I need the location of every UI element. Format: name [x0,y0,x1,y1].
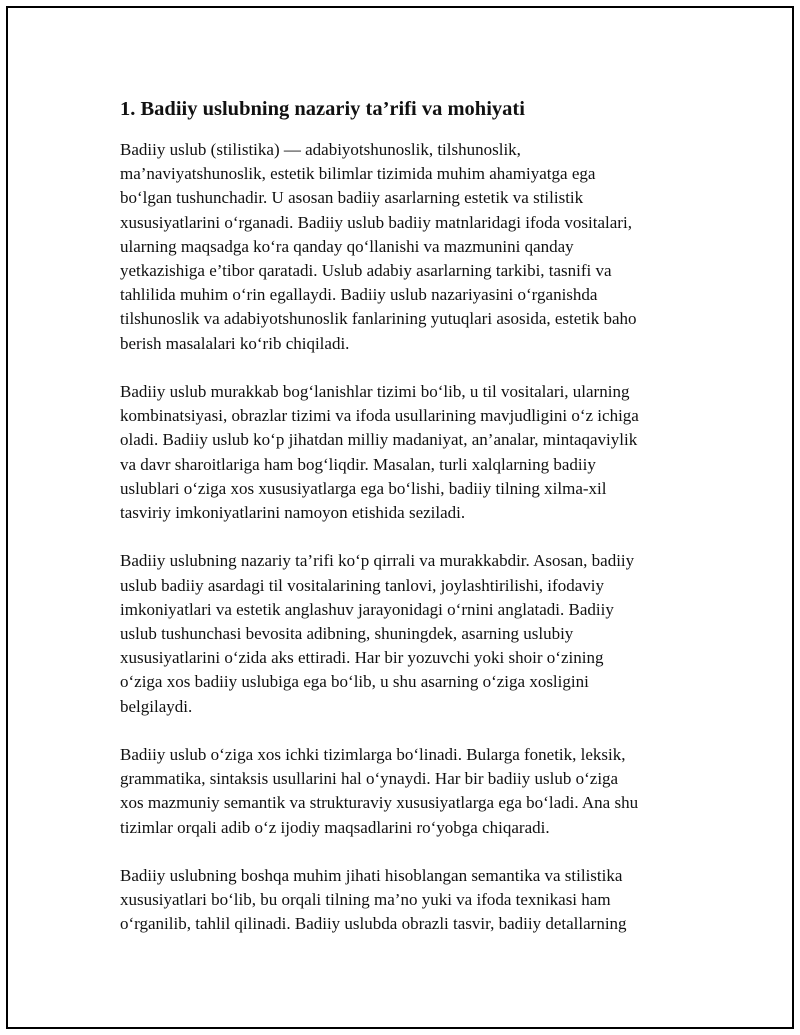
text-line: belgilaydi. [120,696,193,716]
text-line: tasviriy imkoniyatlarini namoyon etishida seziladi. [120,503,466,523]
text-line: Badiiy uslubning nazariy ta’rifi ko‘p qirrali va murakkabdir. Asosan, badiiy [120,551,635,571]
paragraph-5 [120,864,700,937]
paragraph-1 [120,138,700,356]
text-line: tahlilida muhim o‘rin egallaydi. Badiiy uslub nazariyasini o‘rganishda [120,285,598,305]
text-line: o‘ziga xos badiiy uslubiga ega bo‘lib, u shu asarning o‘ziga xosligini [120,672,589,692]
text-line: xususiyatlarini o‘zida aks ettiradi. Har bir yozuvchi yoki shoir o‘zining [120,648,604,668]
text-line: o‘rganilib, tahlil qilinadi. Badiiy uslubda obrazli tasvir, badiiy detallarning [120,914,627,934]
text-line: ularning maqsadga ko‘ra qanday qo‘llanishi va mazmunini qanday [120,236,574,256]
text-line: Badiiy uslub o‘ziga xos ichki tizimlarga bo‘linadi. Bularga fonetik, leksik, [120,745,626,765]
paragraph-2 [120,380,700,525]
text-line: grammatika, sintaksis usullarini hal o‘ynaydi. Har bir badiiy uslub o‘ziga [120,769,619,789]
text-line: Badiiy uslub (stilistika) — adabiyotshunoslik, tilshunoslik, [120,140,521,159]
text-line: xususiyatlari bo‘lib, bu orqali tilning ma’no yuki va ifoda texnikasi ham [120,890,611,910]
paragraph-4 [120,743,700,840]
text-line: xos mazmuniy semantik va strukturaviy xususiyatlarga ega bo‘ladi. Ana shu [120,793,639,813]
text-line: va davr sharoitlariga ham bog‘liqdir. Masalan, turli xalqlarning badiiy [120,454,596,474]
text-line: uslublari o‘ziga xos xususiyatlarga ega bo‘lishi, badiiy tilning xilma-xil [120,478,607,498]
text-line: tizimlar orqali adib o‘z ijodiy maqsadlarini ro‘yobga chiqaradi. [120,817,550,837]
text-line: xususiyatlarini o‘rganadi. Badiiy uslub badiiy matnlaridagi ifoda vositalari, [120,212,632,232]
text-line: tilshunoslik va adabiyotshunoslik fanlarining yutuqlari asosida, estetik baho [120,309,637,329]
text-line: Badiiy uslubning boshqa muhim jihati hisoblangan semantika va stilistika [120,866,623,886]
text-line: oladi. Badiiy uslub ko‘p jihatdan milliy madaniyat, an’analar, mintaqaviylik [120,430,638,450]
text-line: imkoniyatlari va estetik anglashuv jarayonidagi o‘rnini anglatadi. Badiiy [120,599,614,619]
document-content [120,96,700,961]
text-line: bo‘lgan tushunchadir. U asosan badiiy asarlarning estetik va stilistik [120,188,584,208]
text-line: ma’naviyatshunoslik, estetik bilimlar tizimida muhim ahamiyatga ega [120,164,596,184]
text-line: uslub badiiy asardagi til vositalarining tanlovi, joylashtirilishi, ifodaviy [120,575,604,595]
document-page [6,6,794,1029]
section-title: 1. Badiiy uslubning nazariy ta’rifi va mohiyati [120,98,525,120]
text-line: yetkazishiga e’tibor qaratadi. Uslub adabiy asarlarning tarkibi, tasnifi va [120,261,612,281]
text-line: uslub tushunchasi bevosita adibning, shuningdek, asarning uslubiy [120,624,574,644]
text-line: kombinatsiyasi, obrazlar tizimi va ifoda usullarining mavjudligini o‘z ichiga [120,406,639,426]
text-line: Badiiy uslub murakkab bog‘lanishlar tizimi bo‘lib, u til vositalari, ularning [120,382,630,402]
text-line: berish masalalari ko‘rib chiqiladi. [120,333,350,353]
paragraph-3 [120,549,700,718]
